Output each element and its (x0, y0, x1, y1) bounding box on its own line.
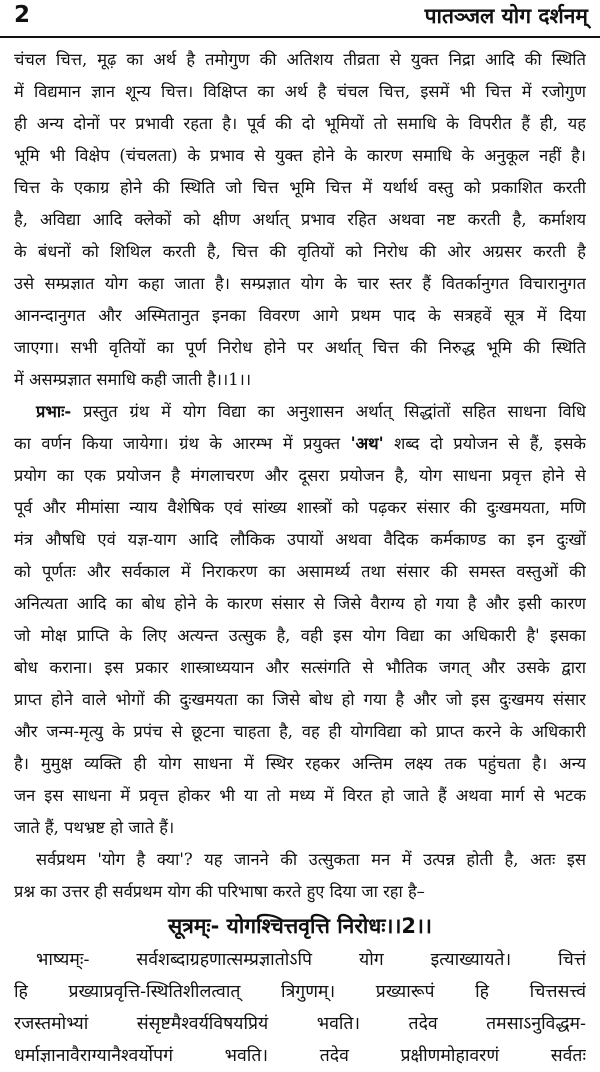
text-line: हि प्रख्याप्रवृत्ति-स्थितिशीलत्वात् त्रिगुणम्। प्रख्यारूपं हि चित्तसत्त्वं (14, 982, 586, 1002)
text-line: बोध कराना। इस प्रकार शास्त्राध्ययान और सत्संगति से भौतिक जगत् और उसके द्वारा (14, 658, 586, 677)
text-line: प्रश्न का उत्तर ही सर्वप्रथम योग की परिभाषा करते हुए दिया जा रहा है– (14, 882, 425, 901)
text-line: जाएगा। सभी वृतियों का पूर्ण निरोध होने पर अर्थात् चित्त की निरुद्ध भूमि की स्थिति (14, 338, 586, 357)
text-line: उसे सम्प्रज्ञात योग कहा जाता है। सम्प्रज्ञात योग के चार स्तर हैं वितर्कानुगत विचारानुगत (14, 274, 586, 293)
paragraph-2 (14, 396, 586, 844)
text-line: सर्वप्रथम 'योग है क्या'? यह जानने की उत्सुकता मन में उत्पन्न होती है, अतः इस (36, 850, 586, 869)
bhashya-block (14, 944, 586, 1072)
text-line (14, 396, 586, 428)
page-header (0, 0, 600, 38)
text-line: में विद्यमान ज्ञान शून्य चित्त। विक्षिप्त का अर्थ है चंचल चित्त, इसमें भी चित्त में रजोगुण (14, 82, 586, 101)
text-line: प्राप्त होने वाले भोगों की दुःखमयता का जिसे बोध हो गया है और जो इस दुःखमय संसार (14, 690, 586, 709)
text-line: भाष्यम्ः- सर्वशब्दाग्रहणात्सम्प्रज्ञातोऽपि योग इत्याख्यायते। चित्तं (36, 950, 586, 970)
text-line: मंत्र औषधि एवं यज्ञ-याग आदि लौकिक उपायों अथवा वैदिक कर्मकाण्ड का इन दुःखों (14, 530, 586, 549)
text-fragment: शब्द दो प्रयोजन से हैं, इसके (383, 434, 586, 453)
text-line: ही अन्य दोनों पर प्रभावी रहता है। पूर्व की दो भूमियों तो समाधि के विपरीत हैं ही, यह (14, 114, 586, 133)
text-line: है, अविद्या आदि क्लेकों को क्षीण अर्थात् प्रभाव रहित अथवा नष्ट करती है, कर्माशय (14, 210, 586, 229)
text-line: और जन्म-मृत्यु के प्रपंच से छूटना चाहता है, वह ही योगविद्या को प्राप्त करने के अधिकारी (14, 722, 586, 741)
paragraph-3 (14, 844, 586, 908)
text-line: भूमि भी विक्षेप (चंचलता) के प्रभाव से युक्त होने के कारण समाधि के अनुकूल नहीं है। (14, 146, 586, 165)
text-line: जो मोक्ष प्राप्ति के लिए अत्यन्त उत्सुक है, वही इस योग विद्या का अधिकारी है' इसका (14, 626, 586, 645)
text-line: को पूर्णतः और सर्वकाल में निराकरण का असामर्थ्य तथा संसार की समस्त वस्तुओं की (14, 562, 586, 581)
text-fragment: का वर्णन किया जायेगा। ग्रंथ के आरम्भ में प्रयुक्त (14, 434, 341, 453)
text-line: है। मुमुक्ष व्यक्ति ही योग साधना में स्थिर रहकर अन्तिम लक्ष्य तक पहुंचता है। अन्य (14, 754, 586, 773)
prabha-label: प्रभाः- (36, 402, 72, 421)
text-line: प्रयोग का एक प्रयोजन है मंगलाचरण और दूसरा प्रयोजन है, योग साधना प्रवृत्त होने से (14, 466, 586, 485)
text-line: में असम्प्रज्ञात समाधि कही जाती है।।1।। (14, 370, 252, 389)
paragraph-1 (14, 44, 586, 396)
text-line: चित्त के एकाग्र होने की स्थिति जो चित्त भूमि चित्त में यर्थार्थ वस्तु को प्रकाशित करती (14, 178, 586, 197)
text-line: चंचल चित्त, मूढ़ का अर्थ है तमोगुण की अतिशय तीव्रता से युक्त निद्रा आदि की स्थिति (14, 50, 586, 69)
text-line: जाते हैं, पथभ्रष्ट हो जाते हैं। (14, 818, 175, 837)
text-line: पूर्व और मीमांसा न्याय वैशेषिक एवं सांख्य शास्त्रों को पढ़कर संसार की दुःखमयता, मणि (14, 498, 586, 517)
running-title: पातञ्जल योग दर्शनम् (424, 4, 588, 28)
text-line: जन इस साधना में प्रवृत्त होकर भी या तो मध्य में विरत हो जाते हैं अथवा मार्ग से भटक (14, 786, 586, 805)
sutra-heading: सूत्रम्ः- योगश्चित्तवृत्ति निरोधः।।2।। (168, 914, 432, 938)
text-line (14, 428, 586, 460)
text-line: धर्माज्ञानावैराग्यानैश्वर्योपगं भवति। तदेव प्रक्षीणमोहावरणं सर्वतः (14, 1046, 586, 1066)
text-line: रजस्तमोभ्यां संसृष्टमैश्वर्यविषयप्रियं भवति। तदेव तमसाऽनुविद्धम- (14, 1014, 586, 1034)
page-number: 2 (14, 2, 31, 28)
text-line: अनित्यता आदि का बोध होने के कारण संसार से जिसे वैराग्य हो गया है और इसी कारण (14, 594, 586, 613)
text-fragment: प्रस्तुत ग्रंथ में योग विद्या का अनुशासन अर्थात् सिद्धांतों सहित साधना विधि (71, 402, 586, 421)
text-line: आनन्दानुगत और अस्मितानुत इनका विवरण आगे प्रथम पाद के सत्रहवें सूत्र में दिया (14, 306, 586, 325)
text-line: के बंधनों को शिथिल करती है, चित्त की वृतियों को निरोध की ओर अग्रसर करती है (14, 242, 586, 261)
atha-word: 'अथ' (350, 434, 384, 453)
page-body (14, 44, 586, 1072)
